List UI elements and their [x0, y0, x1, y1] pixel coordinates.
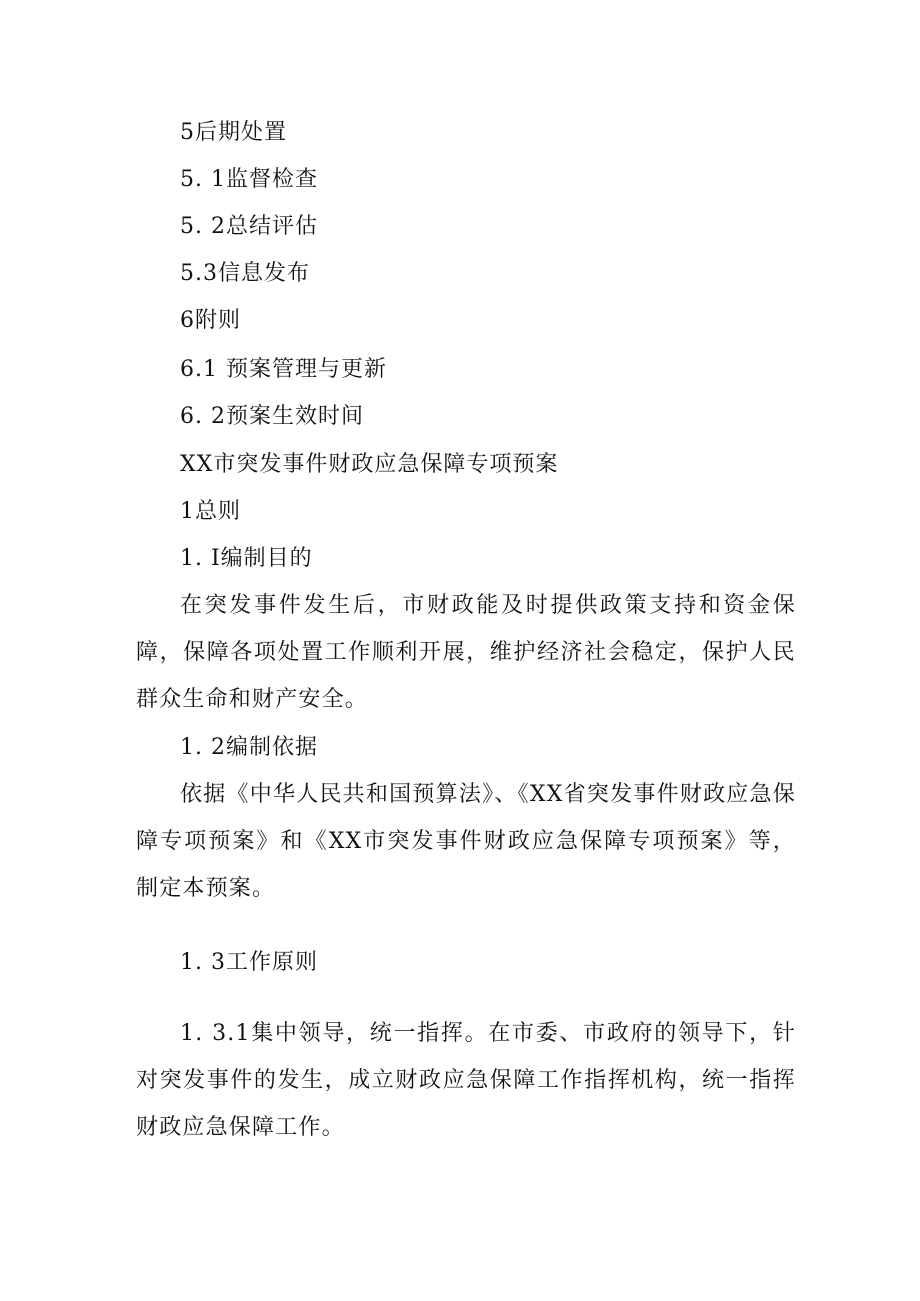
section-heading-1: 1总则 — [180, 499, 241, 524]
toc-item-6-1: 6.1 预案管理与更新 — [180, 357, 387, 382]
paragraph-basis: 依据《中华人民共和国预算法》、《XX省突发事件财政应急保障专项预案》和《XX市突发事件财政应急保障专项预案》等，制定本预案。 — [136, 782, 796, 901]
section-heading-1-2: 1. 2编制依据 — [180, 735, 318, 760]
document-title: XX市突发事件财政应急保障专项预案 — [180, 452, 559, 477]
paragraph-principle-1: 1. 3.1集中领导，统一指挥。在市委、市政府的领导下，针对突发事件的发生，成立财政应急保障工作指挥机构，统一指挥财政应急保障工作。 — [136, 1021, 796, 1140]
toc-item-6-2: 6. 2预案生效时间 — [180, 404, 364, 429]
section-heading-1-1: 1. I编制目的 — [180, 546, 313, 571]
section-heading-1-3: 1. 3工作原则 — [180, 950, 318, 975]
paragraph-purpose: 在突发事件发生后，市财政能及时提供政策支持和资金保障，保障各项处置工作顺利开展，维护经济社会稳定，保护人民群众生命和财产安全。 — [136, 593, 796, 712]
toc-item-6: 6附则 — [180, 308, 241, 333]
toc-item-5-3: 5.3信息发布 — [180, 261, 310, 286]
toc-item-5: 5后期处置 — [180, 120, 287, 145]
toc-item-5-2: 5. 2总结评估 — [180, 214, 318, 239]
toc-item-5-1: 5. 1监督检查 — [180, 167, 318, 192]
